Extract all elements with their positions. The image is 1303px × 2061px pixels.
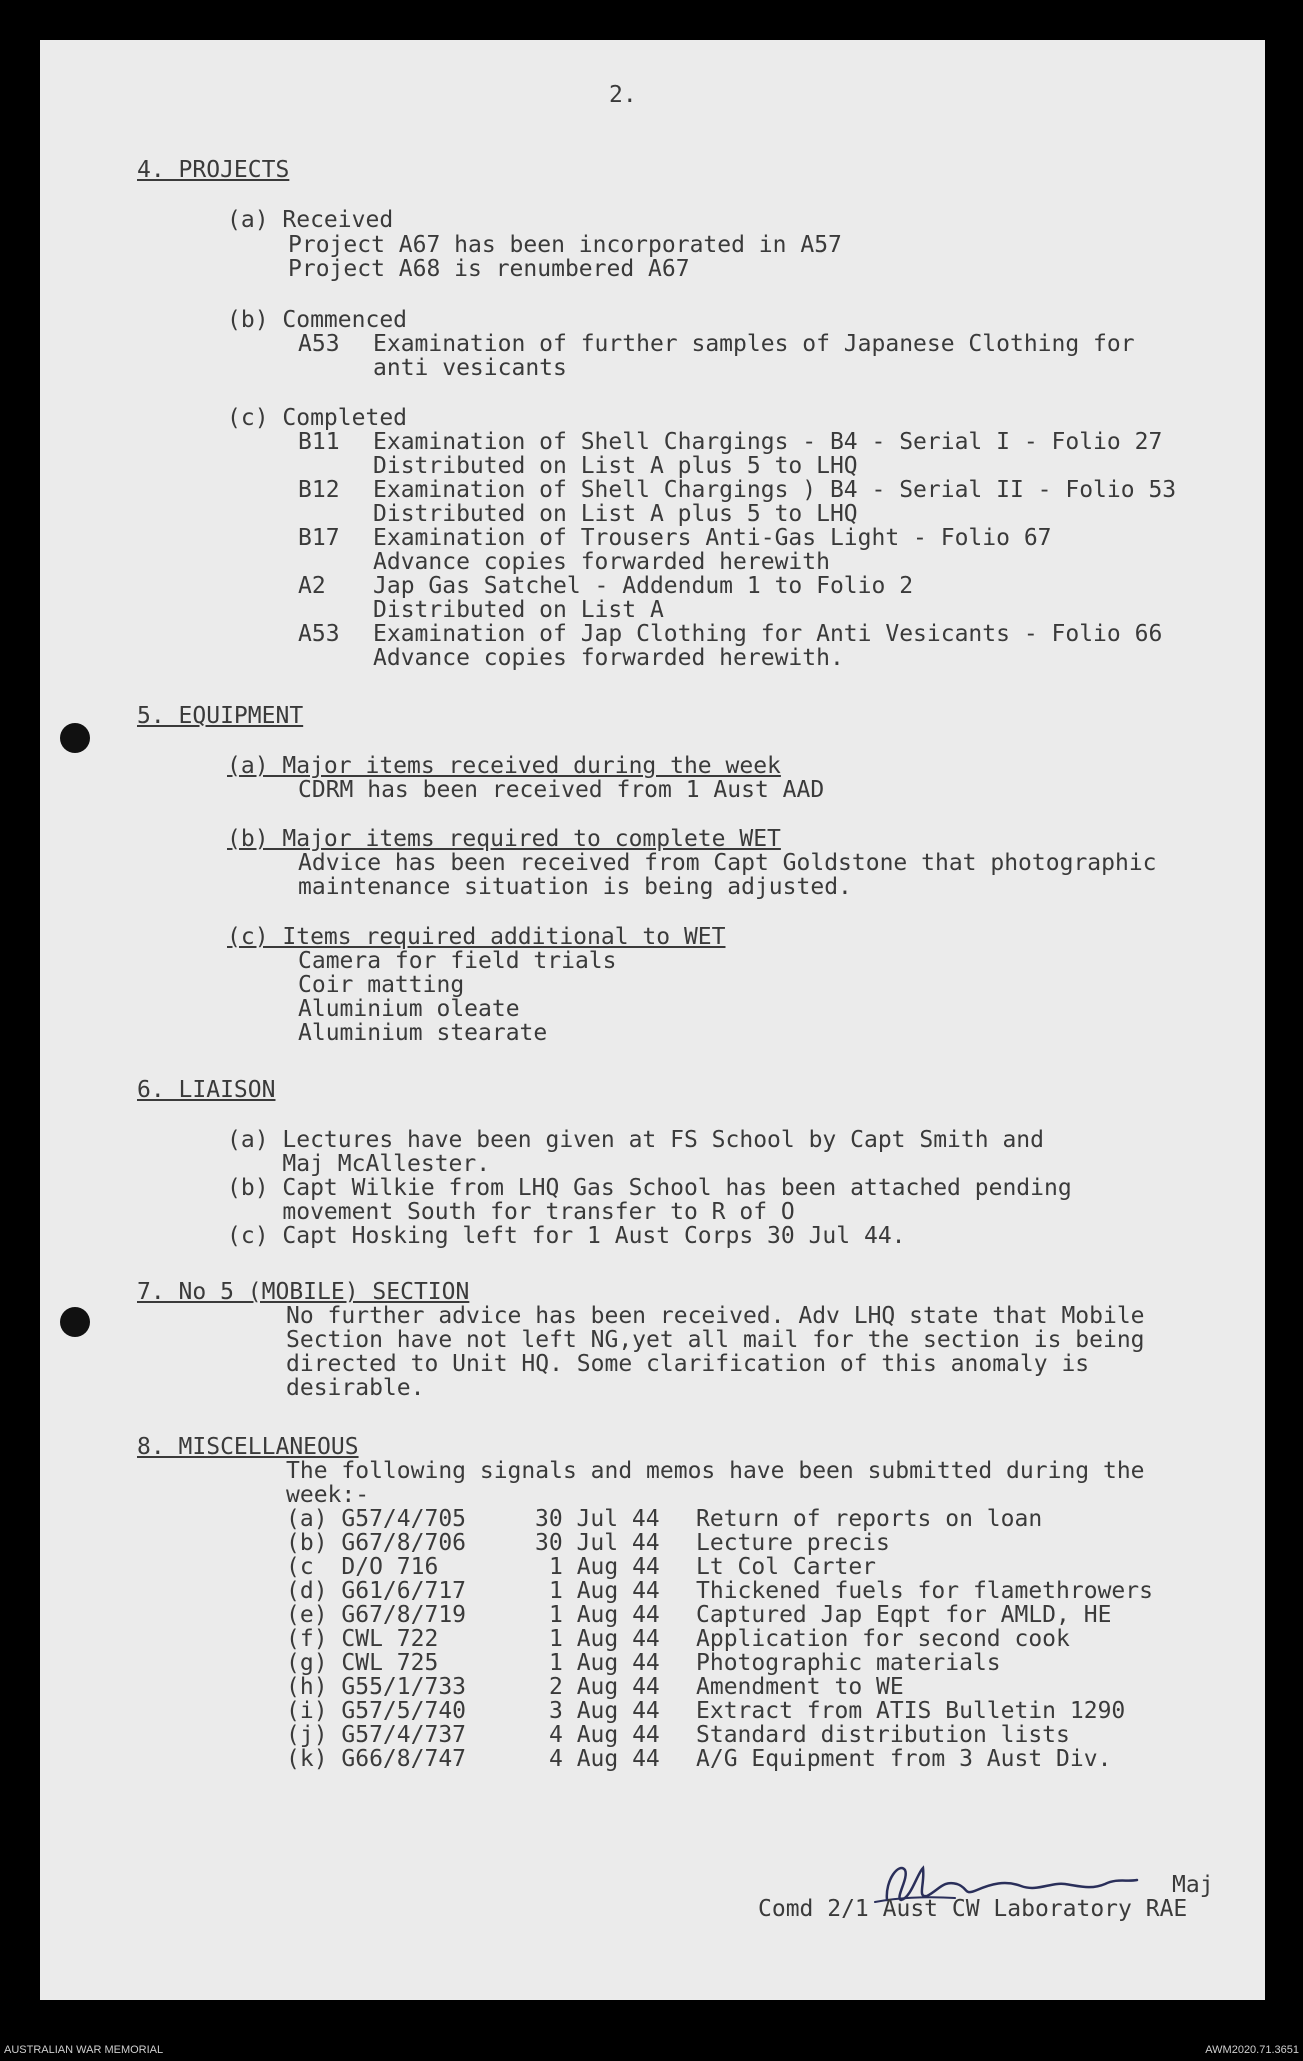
body-line: Distributed on List A	[373, 597, 664, 623]
project-code: B11	[298, 429, 340, 455]
body-line: The following signals and memos have been submitted during the	[286, 1458, 1145, 1484]
signatory-title: Comd 2/1 Aust CW Laboratory RAE	[758, 1896, 1188, 1922]
section-heading: 8. MISCELLANEOUS	[137, 1434, 359, 1460]
body-line: desirable.	[286, 1375, 425, 1401]
subsection-label: (a) Major items received during the week	[227, 753, 781, 779]
project-code: B12	[298, 477, 340, 503]
project-code: B17	[298, 525, 340, 551]
memo-date: 2 Aug 44	[549, 1674, 660, 1700]
memo-date: 30 Jul 44	[535, 1530, 660, 1556]
body-line: (a) Lectures have been given at FS School by Capt Smith and	[227, 1127, 1044, 1153]
section-heading: 6. LIAISON	[137, 1077, 276, 1103]
memo-date: 1 Aug 44	[549, 1626, 660, 1652]
punch-hole	[60, 1307, 90, 1337]
document-page	[40, 40, 1265, 2000]
memo-subject: Captured Jap Eqpt for AMLD, HE	[696, 1602, 1112, 1628]
memo-ref: (i) G57/5/740	[286, 1698, 467, 1724]
body-line: Project A68 is renumbered A67	[288, 256, 690, 282]
body-line: Examination of Jap Clothing for Anti Vesicants - Folio 66	[373, 621, 1163, 647]
memo-date: 4 Aug 44	[549, 1746, 660, 1772]
body-line: Aluminium oleate	[298, 996, 520, 1022]
subsection-label: (a) Received	[227, 207, 394, 233]
body-line: Camera for field trials	[298, 948, 617, 974]
memo-subject: Thickened fuels for flamethrowers	[696, 1578, 1153, 1604]
body-line: anti vesicants	[373, 355, 567, 381]
memo-subject: Application for second cook	[696, 1626, 1070, 1652]
page-number: 2.	[609, 82, 637, 108]
body-line: movement South for transfer to R of O	[227, 1199, 795, 1225]
memo-ref: (b) G67/8/706	[286, 1530, 467, 1556]
memo-date: 30 Jul 44	[535, 1506, 660, 1532]
body-line: Distributed on List A plus 5 to LHQ	[373, 453, 858, 479]
archive-reference: AWM2020.71.3651	[1205, 2044, 1299, 2056]
section-heading: 5. EQUIPMENT	[137, 703, 304, 729]
body-line: Advance copies forwarded herewith	[373, 549, 830, 575]
project-code: A53	[298, 621, 340, 647]
subsection-label: (c) Completed	[227, 405, 408, 431]
body-line: Section have not left NG,yet all mail for the section is being	[286, 1327, 1145, 1353]
memo-ref: (j) G57/4/737	[286, 1722, 467, 1748]
memo-date: 1 Aug 44	[549, 1602, 660, 1628]
subsection-label: (b) Commenced	[227, 307, 408, 333]
memo-ref: (k) G66/8/747	[286, 1746, 467, 1772]
memo-date: 1 Aug 44	[549, 1650, 660, 1676]
memo-subject: Photographic materials	[696, 1650, 1001, 1676]
body-line: No further advice has been received. Adv LHQ state that Mobile	[286, 1303, 1145, 1329]
body-line: Advice has been received from Capt Goldstone that photographic	[298, 850, 1157, 876]
memo-ref: (e) G67/8/719	[286, 1602, 467, 1628]
memo-ref: (c D/O 716	[286, 1554, 439, 1580]
body-line: CDRM has been received from 1 Aust AAD	[298, 777, 825, 803]
body-line: (b) Capt Wilkie from LHQ Gas School has been attached pending	[227, 1175, 1072, 1201]
body-line: Jap Gas Satchel - Addendum 1 to Folio 2	[373, 573, 914, 599]
subsection-label: (b) Major items required to complete WET	[227, 826, 781, 852]
body-line: directed to Unit HQ. Some clarification of this anomaly is	[286, 1351, 1090, 1377]
subsection-label: (c) Items required additional to WET	[227, 924, 726, 950]
memo-ref: (d) G61/6/717	[286, 1578, 467, 1604]
body-line: Examination of Shell Chargings - B4 - Serial I - Folio 27	[373, 429, 1163, 455]
body-line: Distributed on List A plus 5 to LHQ	[373, 501, 858, 527]
project-code: A53	[298, 331, 340, 357]
memo-ref: (f) CWL 722	[286, 1626, 439, 1652]
body-line: week:-	[286, 1482, 370, 1508]
section-heading: 7. No 5 (MOBILE) SECTION	[137, 1279, 470, 1305]
memo-date: 3 Aug 44	[549, 1698, 660, 1724]
archive-credit: AUSTRALIAN WAR MEMORIAL	[4, 2044, 164, 2056]
memo-subject: Standard distribution lists	[696, 1722, 1070, 1748]
project-code: A2	[298, 573, 326, 599]
body-line: Advance copies forwarded herewith.	[373, 645, 844, 671]
body-line: (c) Capt Hosking left for 1 Aust Corps 30 Jul 44.	[227, 1223, 906, 1249]
memo-ref: (a) G57/4/705	[286, 1506, 467, 1532]
body-line: Maj McAllester.	[227, 1151, 491, 1177]
memo-date: 4 Aug 44	[549, 1722, 660, 1748]
body-line: maintenance situation is being adjusted.	[298, 874, 852, 900]
memo-ref: (g) CWL 725	[286, 1650, 439, 1676]
section-heading: 4. PROJECTS	[137, 157, 290, 183]
memo-subject: Extract from ATIS Bulletin 1290	[696, 1698, 1126, 1724]
memo-subject: Lt Col Carter	[696, 1554, 877, 1580]
memo-subject: Lecture precis	[696, 1530, 890, 1556]
memo-subject: Return of reports on loan	[696, 1506, 1043, 1532]
body-line: Project A67 has been incorporated in A57	[288, 232, 842, 258]
memo-subject: Amendment to WE	[696, 1674, 904, 1700]
memo-date: 1 Aug 44	[549, 1578, 660, 1604]
body-line: Aluminium stearate	[298, 1020, 548, 1046]
body-line: Examination of further samples of Japanese Clothing for	[373, 331, 1135, 357]
body-line: Examination of Shell Chargings ) B4 - Serial II - Folio 53	[373, 477, 1177, 503]
memo-date: 1 Aug 44	[549, 1554, 660, 1580]
body-line: Examination of Trousers Anti-Gas Light - Folio 67	[373, 525, 1052, 551]
memo-ref: (h) G55/1/733	[286, 1674, 467, 1700]
punch-hole	[60, 723, 90, 753]
signatory-rank: Maj	[1172, 1872, 1214, 1898]
memo-subject: A/G Equipment from 3 Aust Div.	[696, 1746, 1112, 1772]
body-line: Coir matting	[298, 972, 465, 998]
